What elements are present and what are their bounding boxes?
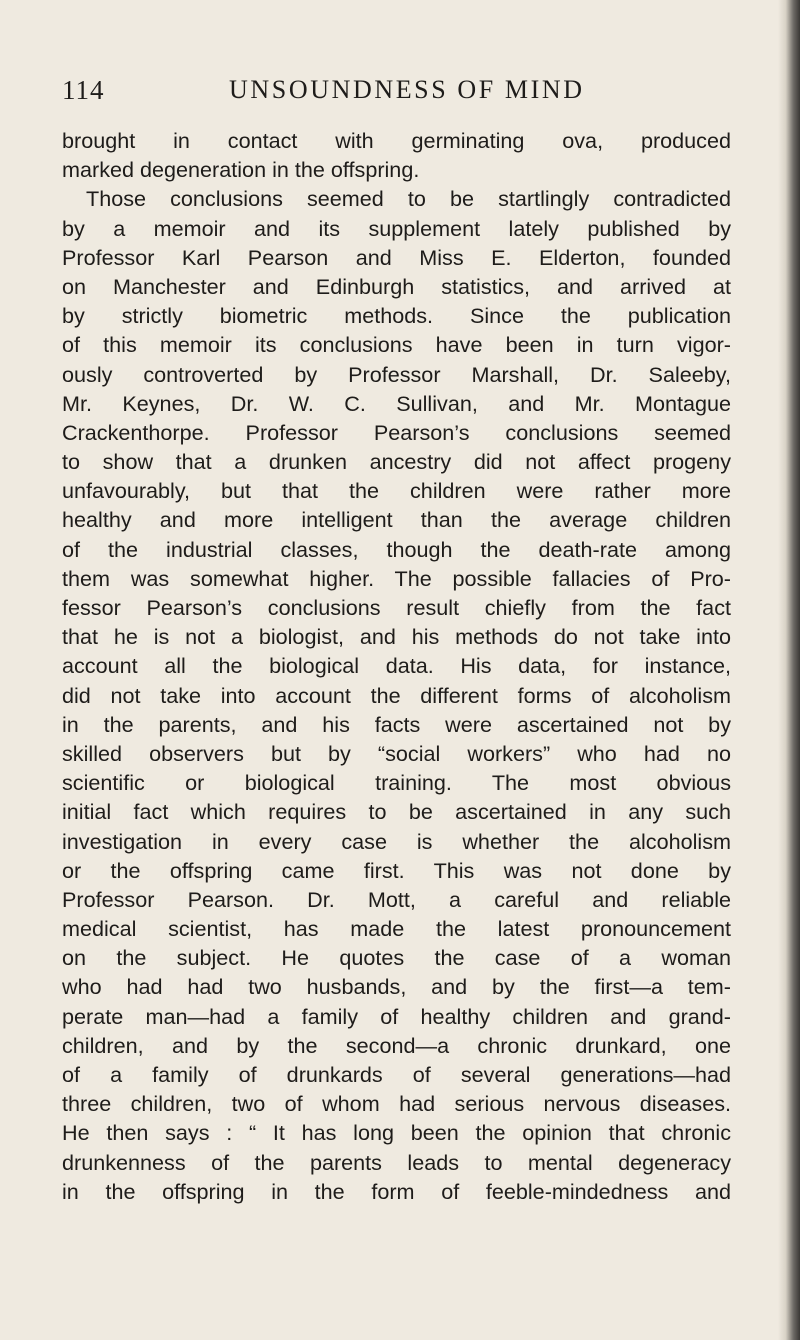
text-line: by strictly biometric methods. Since the publication (62, 303, 731, 329)
text-line: ously controverted by Professor Marshall, Dr. Saleeby, (62, 361, 731, 387)
text-line: initial fact which requires to be ascertained in any such (62, 799, 731, 825)
text-line: Mr. Keynes, Dr. W. C. Sullivan, and Mr. Montague (62, 390, 731, 416)
text-line: Crackenthorpe. Professor Pearson’s conclusions seemed (62, 419, 731, 445)
running-title: UNSOUNDNESS OF MIND (229, 75, 585, 104)
text-line: children, and by the second—a chronic drunkard, one (62, 1032, 731, 1058)
text-line: that he is not a biologist, and his methods do not take into (62, 624, 731, 650)
text-line: of this memoir its conclusions have been in turn vigor- (62, 332, 731, 358)
text-line: by a memoir and its supplement lately published by (62, 215, 731, 241)
text-line: scientific or biological training. The most obvious (62, 770, 731, 796)
text-line: skilled observers but by “social workers” who had no (62, 740, 731, 766)
text-line: investigation in every case is whether the alcoholism (62, 828, 731, 854)
text-line: Those conclusions seemed to be startlingly contradicted (86, 186, 731, 212)
text-line: in the offspring in the form of feeble-mindedness and (62, 1178, 731, 1204)
text-line: brought in contact with germinating ova, produced (62, 128, 731, 153)
text-line: perate man—had a family of healthy children and grand- (62, 1003, 731, 1029)
text-line: fessor Pearson’s conclusions result chiefly from the fact (62, 595, 731, 620)
text-line: them was somewhat higher. The possible fallacies of Pro- (62, 565, 731, 591)
text-line: Professor Karl Pearson and Miss E. Elderton, founded (62, 244, 731, 270)
page-edge-shadow (778, 0, 800, 1340)
page-number: 114 (62, 75, 105, 105)
text-line: of a family of drunkards of several generations—had (62, 1062, 731, 1087)
body-text (62, 126, 731, 1206)
text-line: did not take into account the different forms of alcoholism (62, 682, 731, 708)
text-line: three children, two of whom had serious nervous diseases. (62, 1091, 731, 1117)
text-line: Professor Pearson. Dr. Mott, a careful and reliable (62, 886, 731, 912)
text-line: on the subject. He quotes the case of a woman (62, 945, 731, 971)
text-line: marked degeneration in the offspring. (62, 157, 420, 183)
text-line: drunkenness of the parents leads to mental degeneracy (62, 1149, 731, 1175)
text-line: who had had two husbands, and by the first—a tem- (62, 974, 731, 1000)
text-line: on Manchester and Edinburgh statistics, and arrived at (62, 273, 731, 299)
text-line: of the industrial classes, though the death-rate among (62, 536, 731, 562)
text-line: unfavourably, but that the children were rather more (62, 478, 731, 504)
text-line: account all the biological data. His data, for instance, (62, 653, 731, 679)
text-line: He then says : “ It has long been the opinion that chronic (62, 1120, 731, 1146)
text-line: medical scientist, has made the latest pronouncement (62, 916, 731, 942)
text-line: or the offspring came first. This was not done by (62, 857, 731, 883)
text-line: healthy and more intelligent than the average children (62, 507, 731, 533)
text-line: in the parents, and his facts were ascertained not by (62, 711, 731, 737)
text-line: to show that a drunken ancestry did not affect progeny (62, 449, 731, 475)
running-head (62, 72, 742, 108)
